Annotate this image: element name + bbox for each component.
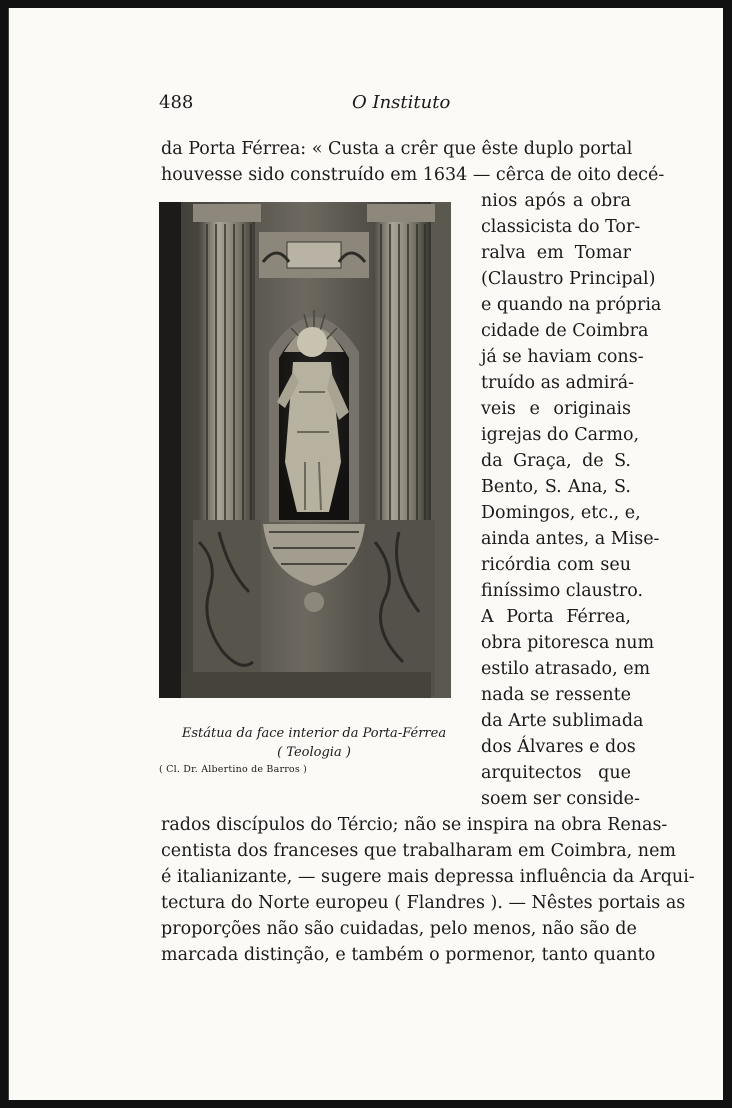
running-title: O Instituto — [352, 92, 451, 113]
side-text-line: igrejas do Carmo, — [481, 425, 640, 445]
side-text-line: ainda antes, a Mise- — [481, 529, 660, 549]
text-line: houvesse sido construído em 1634 — cêrca de oito decé- — [161, 165, 665, 185]
side-text-line: já se haviam cons- — [481, 347, 644, 367]
text-line: centista dos franceses que trabalharam em Coimbra, nem — [161, 841, 677, 861]
side-text-line: nada se ressente — [481, 685, 631, 705]
side-text-line: soem ser conside- — [481, 789, 640, 809]
statue-photograph — [159, 202, 451, 698]
side-text-line: dos Álvares e dos — [481, 737, 636, 757]
side-text-line: truído as admirá- — [481, 373, 635, 393]
text-line: rados discípulos do Tércio; não se inspira na obra Renas- — [161, 815, 668, 835]
side-text-line: da Arte sublimada — [481, 711, 644, 731]
text-line: é italianizante, — sugere mais depressa influência da Arqui- — [161, 867, 695, 887]
side-text-line: (Claustro Principal) — [481, 269, 656, 289]
side-text-line: A Porta Férrea, — [481, 607, 631, 627]
side-text-line: ricórdia com seu — [481, 555, 631, 575]
side-text-line: Bento, S. Ana, S. — [481, 477, 631, 497]
book-page — [8, 8, 723, 1100]
side-text-line: da Graça, de S. — [481, 451, 631, 471]
caption-title: Estátua da face interior da Porta-Férrea — [181, 726, 447, 741]
side-text-line: nios após a obra — [481, 191, 631, 211]
side-text-line: finíssimo claustro. — [481, 581, 644, 601]
text-line: proporções não são cuidadas, pelo menos, não são de — [161, 919, 637, 939]
side-text-line: classicista do Tor- — [481, 217, 641, 237]
running-head — [159, 92, 634, 116]
side-text-line: e quando na própria — [481, 295, 662, 315]
side-text-line: ralva em Tomar — [481, 243, 631, 263]
caption-subtitle: ( Teologia ) — [277, 745, 351, 760]
text-line: da Porta Férrea: « Custa a crêr que êste duplo portal — [161, 139, 633, 159]
side-text-line: cidade de Coimbra — [481, 321, 649, 341]
side-text-line: estilo atrasado, em — [481, 659, 651, 679]
side-text-line: veis e originais — [481, 399, 631, 419]
page-number: 488 — [159, 92, 194, 113]
figure-caption — [159, 724, 469, 762]
side-text-line: obra pitoresca num — [481, 633, 655, 653]
text-line: marcada distinção, e também o pormenor, tanto quanto — [161, 945, 656, 965]
side-text-line: Domingos, etc., e, — [481, 503, 641, 523]
side-text-line: arquitectos que — [481, 763, 631, 783]
photo-credit: ( Cl. Dr. Albertino de Barros ) — [159, 764, 308, 775]
text-line: tectura do Norte europeu ( Flandres ). — Nêstes portais as — [161, 893, 686, 913]
